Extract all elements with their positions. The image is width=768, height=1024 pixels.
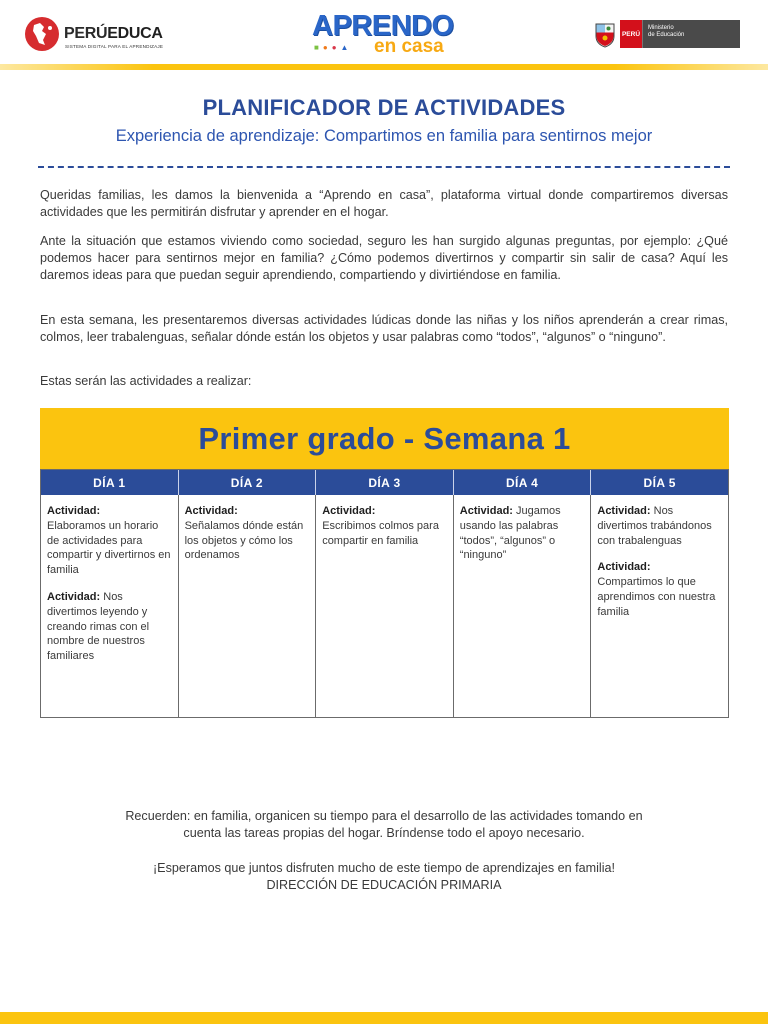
activity-entry	[597, 560, 722, 619]
aprendo-en-casa-logo	[304, 8, 464, 64]
activity-text: Jugamos usando las palabras “todos”, “algunos” o “ninguno”	[459, 505, 561, 562]
activity-label: Actividad:	[459, 505, 513, 517]
day-2-column	[179, 495, 317, 717]
day-header: DÍA 4	[454, 470, 592, 495]
day-1-column	[41, 495, 179, 717]
closing-text	[0, 860, 768, 894]
day-header: DÍA 5	[643, 475, 676, 490]
activity-label: Actividad:	[184, 505, 238, 517]
day-header: DÍA 3	[316, 470, 454, 495]
intro-paragraph: Queridas familias, les damos la bienvenida a “Aprendo en casa”, plataforma virtual donde compartiremos diversas actividades que les permitirán disfrutar y aprender en el hogar.	[40, 188, 728, 219]
closing-line: ¡Esperamos que juntos disfruten mucho de este tiempo de aprendizajes en familia!	[152, 861, 616, 875]
peru-educa-emblem-icon	[24, 16, 60, 52]
activity-text: Elaboramos un horario de actividades para compartir y divertirnos en familia	[47, 519, 171, 577]
reminder-line: Recuerden: en familia, organicen su tiempo para el desarrollo de las actividades tomando en	[125, 809, 643, 823]
week-paragraph: En esta semana, les presentaremos diversas actividades lúdicas donde las niñas y los niños aprenderán a crear rimas, colmos, leer trabalenguas, señalar dónde están los objetos y usar palabras como “todos”, “algunos” o “ninguno”.	[40, 313, 728, 344]
activity-text: Compartimos lo que aprendimos con nuestra familia	[597, 576, 716, 618]
schedule-body-row	[41, 495, 728, 717]
day-4-column	[454, 495, 592, 717]
peru-educa-logo	[24, 16, 169, 56]
activity-entry	[460, 504, 585, 563]
activity-label: Actividad:	[322, 505, 376, 517]
aprendo-shapes-icon: ■●●▲	[314, 43, 353, 52]
activity-entry	[597, 504, 722, 548]
peru-educa-tagline: SISTEMA DIGITAL PARA EL APRENDIZAJE	[65, 44, 164, 49]
day-3-column	[316, 495, 454, 717]
ministerio-educacion-logo	[592, 20, 740, 48]
peru-crest-icon	[592, 20, 618, 48]
activity-text: Nos divertimos trabándonos con trabalenguas	[597, 505, 712, 547]
reminder-text	[0, 808, 768, 842]
activity-entry	[47, 504, 172, 578]
header-divider	[0, 64, 768, 70]
grade-week-title: Primer grado - Semana 1	[198, 420, 571, 456]
reminder-line: cuenta las tareas propias del hogar. Bríndense todo el apoyo necesario.	[183, 826, 585, 840]
page-title: PLANIFICADOR DE ACTIVIDADES	[202, 95, 566, 120]
day-5-column	[591, 495, 728, 717]
activity-label: Actividad:	[597, 561, 651, 574]
ministerio-label: Ministerio de Educación	[642, 20, 740, 48]
context-paragraph: Ante la situación que estamos viviendo como sociedad, seguro les han surgido algunas preguntas, por ejemplo: ¿Qué podemos hacer para sentirnos mejor en familia? ¿Cómo podemos divertirnos y compartir sin salir de casa? Aquí les daremos ideas para que puedan seguir aprendiendo, compartiendo y divirtiéndose en familia.	[40, 234, 728, 282]
footer-bar	[0, 1012, 768, 1024]
page-header	[0, 0, 768, 66]
schedule-header-row	[41, 470, 728, 495]
activities-lead: Estas serán las actividades a realizar:	[40, 374, 252, 388]
activity-label: Actividad:	[47, 505, 101, 517]
activity-label: Actividad:	[597, 505, 651, 517]
page-subtitle: Experiencia de aprendizaje: Compartimos en familia para sentirnos mejor	[115, 127, 653, 145]
activity-entry	[47, 590, 172, 664]
activity-entry	[322, 504, 447, 548]
signature-line: DIRECCIÓN DE EDUCACIÓN PRIMARIA	[266, 878, 502, 892]
weekly-schedule-table	[40, 469, 729, 718]
activity-text: Señalamos dónde están los objetos y cómo los ordenamos	[184, 519, 304, 562]
activity-text: Nos divertimos leyendo y creando rimas con el nombre de nuestros familiares	[47, 590, 150, 663]
grade-week-banner	[40, 408, 729, 469]
peru-educa-wordmark: PERÚEDUCA	[64, 25, 163, 42]
day-header: DÍA 2	[179, 470, 317, 495]
activity-text: Escribimos colmos para compartir en familia	[322, 519, 439, 547]
peru-label: PERÚ	[620, 20, 642, 48]
aprendo-wordmark: APRENDO	[312, 10, 454, 42]
day-header: DÍA 1	[41, 470, 179, 495]
dashed-divider	[38, 166, 730, 168]
activity-label: Actividad:	[47, 590, 101, 603]
activity-entry	[185, 504, 310, 563]
en-casa-wordmark: en casa	[374, 36, 444, 57]
